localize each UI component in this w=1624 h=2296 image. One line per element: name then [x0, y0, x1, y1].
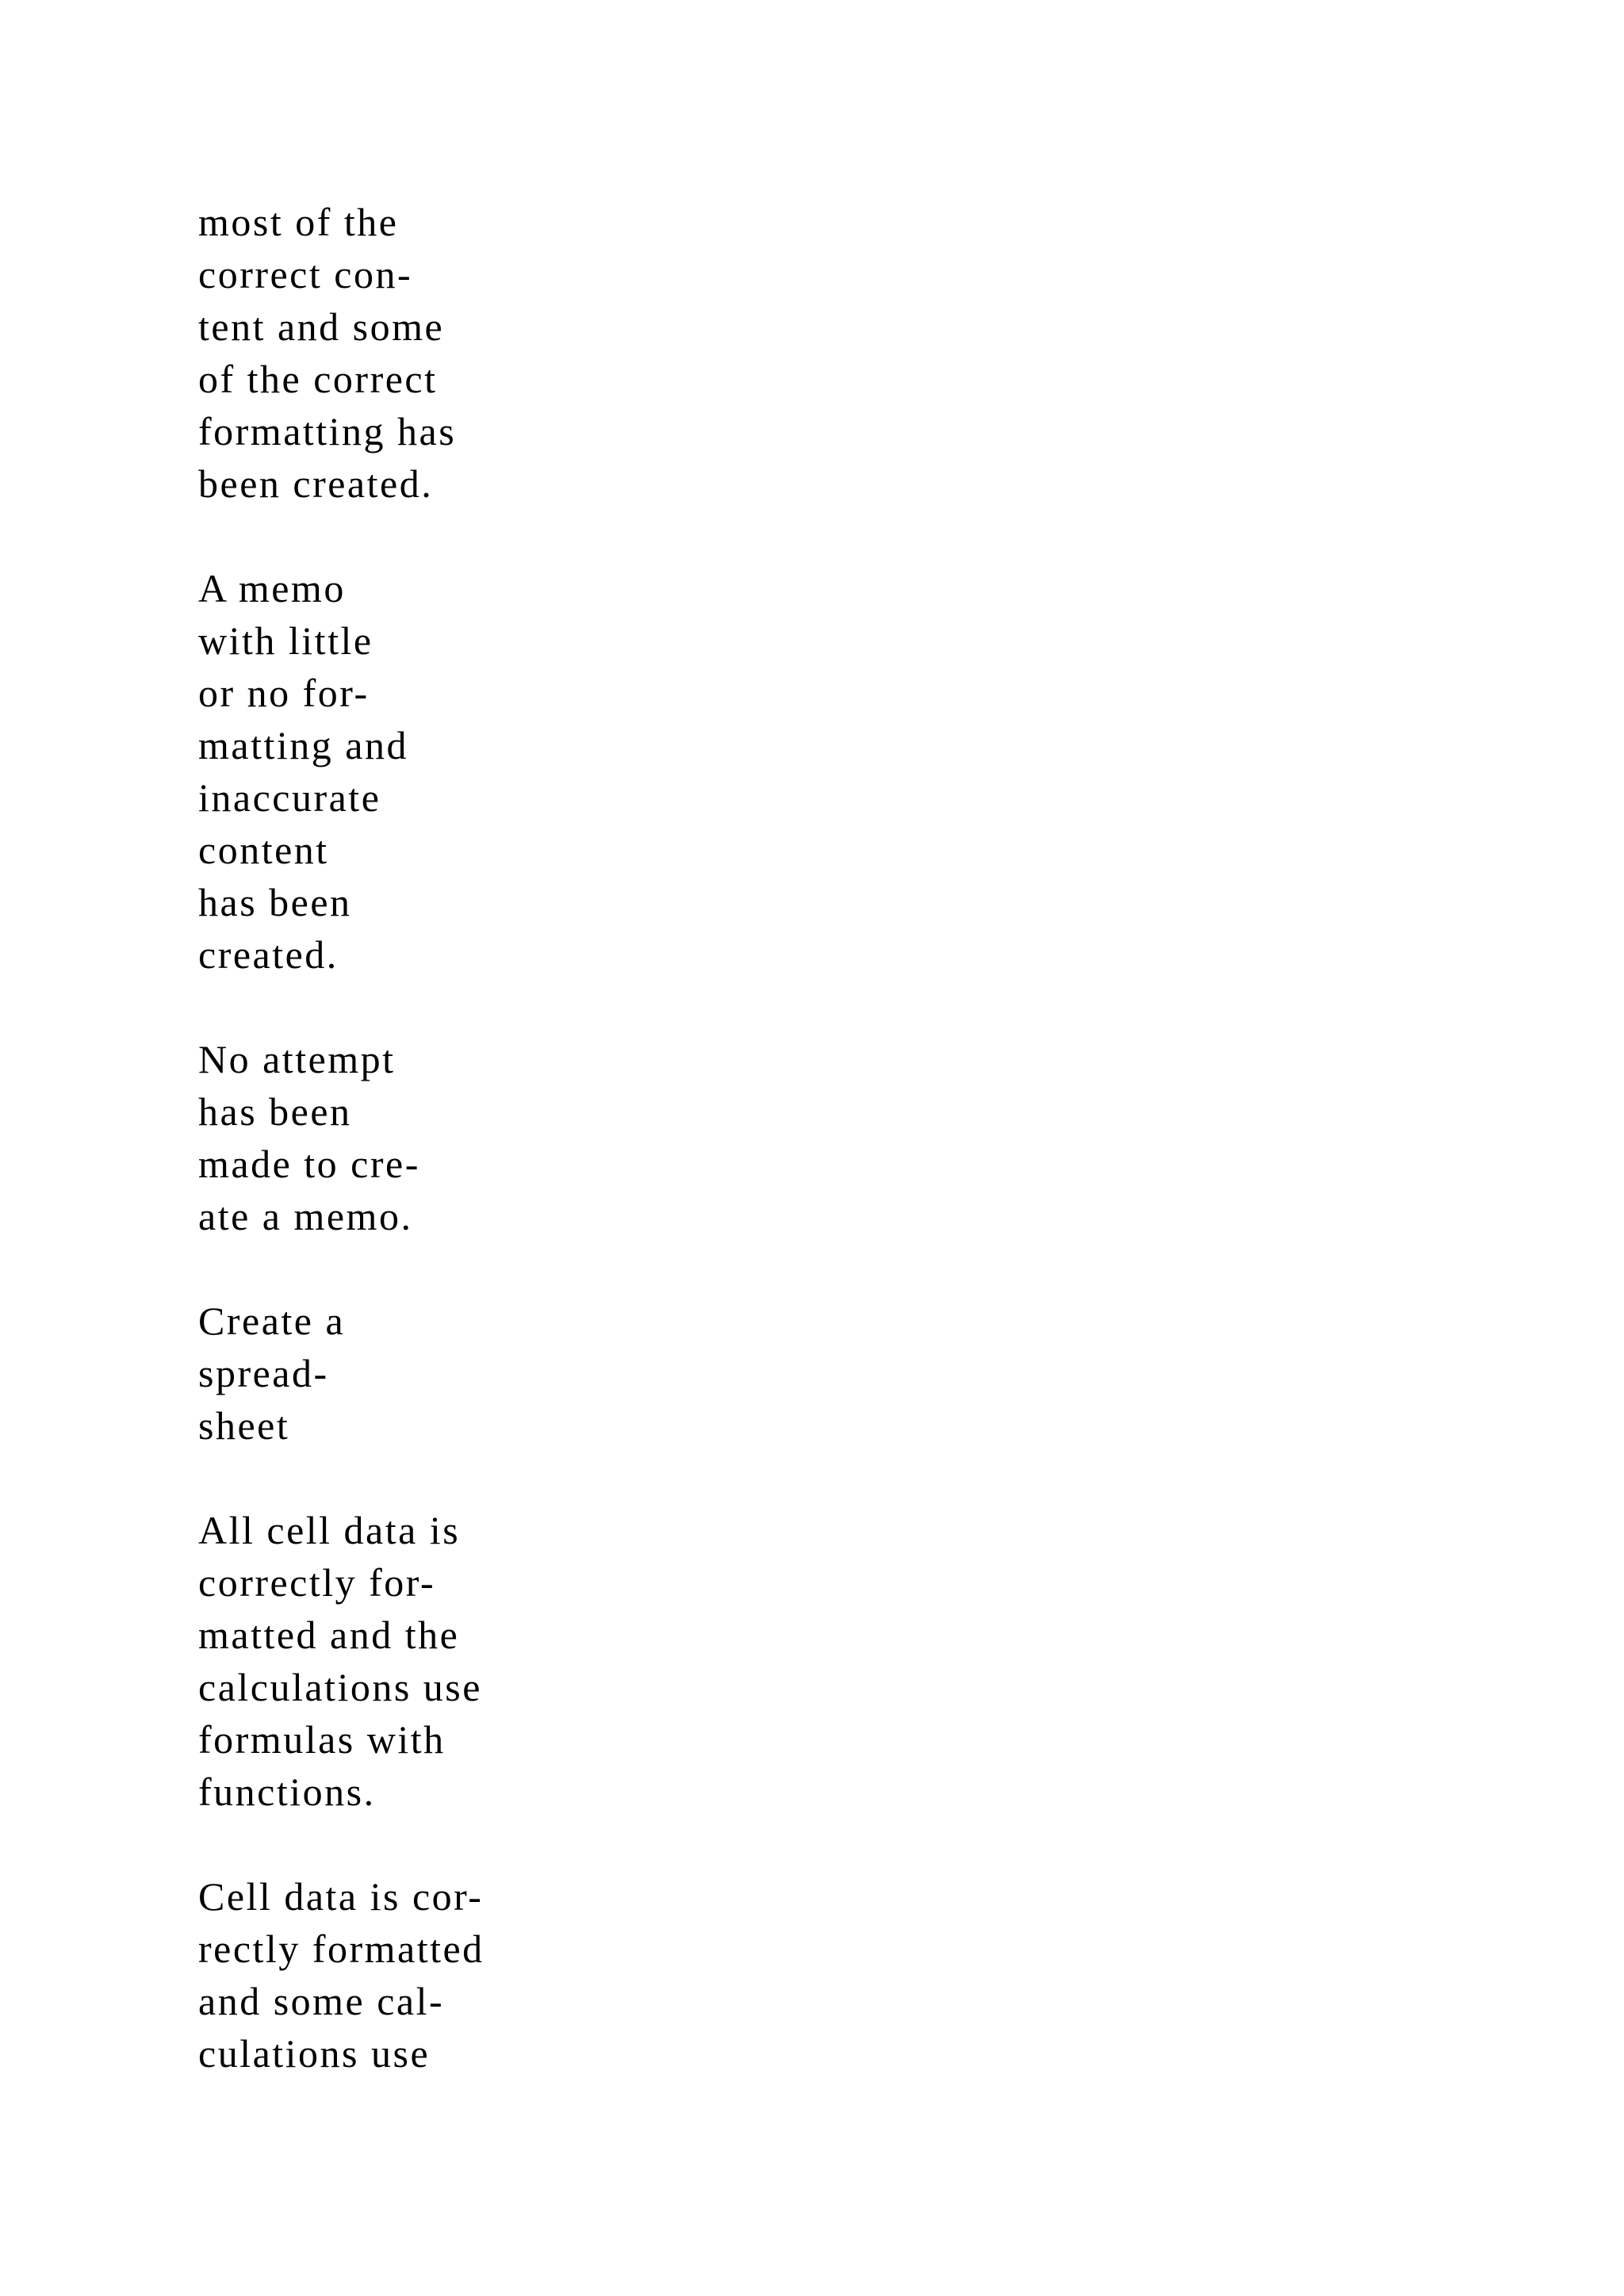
text-line: been created.	[198, 461, 434, 506]
text-line: and some cal-	[198, 1979, 445, 2023]
paragraph-rubric-partial-memo	[198, 196, 1467, 510]
paragraph-rubric-partial-spreadsheet	[198, 1870, 1467, 2080]
text-line: most of the	[198, 200, 399, 244]
text-line: tent and some	[198, 304, 445, 349]
text-line: correct con-	[198, 252, 413, 297]
text-line: formulas with	[198, 1717, 446, 1762]
text-line: functions.	[198, 1770, 376, 1814]
paragraph-rubric-full-spreadsheet	[198, 1504, 1467, 1818]
text-line: culations use	[198, 2031, 431, 2076]
text-line: has been	[198, 1089, 352, 1134]
text-line: A memo	[198, 566, 346, 610]
text-line: ate a memo.	[198, 1194, 413, 1238]
text-line: created.	[198, 932, 339, 977]
text-line: All cell data is	[198, 1508, 461, 1552]
paragraph-rubric-poor-memo	[198, 562, 1467, 981]
text-line: made to cre-	[198, 1142, 420, 1186]
text-line: has been	[198, 880, 352, 924]
text-line: spread-	[198, 1351, 329, 1395]
text-line: sheet	[198, 1403, 290, 1448]
paragraph-criterion-create-spreadsheet	[198, 1295, 1467, 1452]
text-line: of the correct	[198, 357, 438, 401]
text-line: formatting has	[198, 409, 457, 453]
document-page	[198, 196, 1467, 2080]
text-line: rectly formatted	[198, 1927, 485, 1971]
text-line: Cell data is cor-	[198, 1874, 484, 1919]
paragraph-rubric-no-memo	[198, 1033, 1467, 1242]
text-line: content	[198, 828, 329, 872]
text-line: inaccurate	[198, 775, 381, 820]
text-line: or no for-	[198, 671, 370, 715]
text-line: correctly for-	[198, 1560, 436, 1605]
text-line: Create a	[198, 1299, 346, 1343]
text-line: with little	[198, 618, 373, 663]
text-line: matting and	[198, 723, 408, 767]
text-line: calculations use	[198, 1665, 482, 1709]
text-line: matted and the	[198, 1613, 460, 1657]
text-line: No attempt	[198, 1037, 396, 1081]
